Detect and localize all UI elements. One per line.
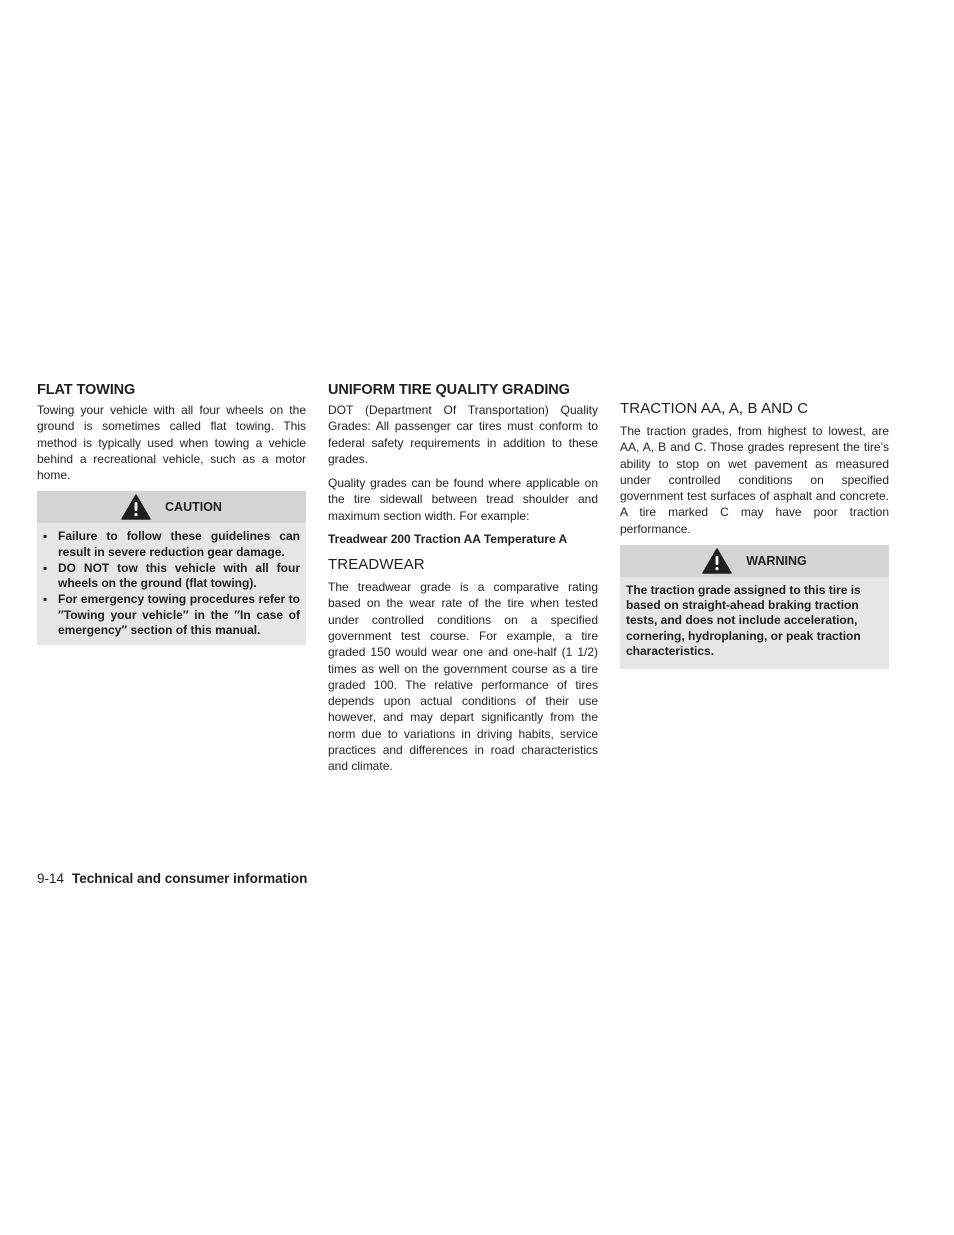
footer-title: Technical and consumer information <box>72 871 308 886</box>
grading-paragraph-1: DOT (Department Of Transportation) Quality Grades: All passenger car tires must conform to federal safety requirements in addition to these grades. <box>328 403 598 466</box>
flat-towing-paragraph: Towing your vehicle with all four wheels on the ground is sometimes called flat towing. This method is typically used when towing a vehicle behind a recreational vehicle, such as a motor home. <box>37 403 306 483</box>
page-footer <box>37 871 307 886</box>
grading-example: Treadwear 200 Traction AA Temperature A <box>328 532 568 547</box>
caution-item-text: For emergency towing procedures refer to ″Towing your vehicle″ in the ″In case of emergency″ section of this manual. <box>58 592 300 637</box>
column-traction <box>620 400 889 669</box>
bullet-icon: ▪ <box>43 592 48 607</box>
caution-item <box>43 561 300 591</box>
column-tire-grading <box>328 382 598 775</box>
caution-list <box>43 529 300 637</box>
warning-box <box>620 545 889 669</box>
warning-body <box>620 577 889 669</box>
page-number: 9-14 <box>37 871 65 886</box>
warning-triangle-icon <box>702 548 732 574</box>
caution-body <box>37 523 306 644</box>
caution-item <box>43 529 300 559</box>
traction-paragraph: The traction grades, from highest to lowest, are AA, A, B and C. Those grades represent the tire’s ability to stop on wet pavement as measured under controlled conditions on specified government test surfaces of asphalt and concrete. A tire marked C may have poor traction performance. <box>620 424 889 536</box>
bullet-icon: ▪ <box>43 560 48 575</box>
caution-item-text: Failure to follow these guidelines can result in severe reduction gear damage. <box>58 529 300 559</box>
section-heading-tire-grading: UNIFORM TIRE QUALITY GRADING <box>328 382 570 398</box>
subheading-treadwear: TREADWEAR <box>328 556 425 574</box>
caution-label: CAUTION <box>165 500 222 515</box>
warning-text: The traction grade assigned to this tire is based on straight-ahead braking traction tests, and does not include acceleration, cornering, hydroplaning, or peak traction characteristics. <box>626 583 861 658</box>
caution-header <box>37 491 306 523</box>
subheading-traction: TRACTION AA, A, B AND C <box>620 400 809 417</box>
warning-header <box>620 545 889 577</box>
warning-triangle-icon <box>121 494 151 520</box>
caution-box <box>37 491 306 644</box>
treadwear-paragraph: The treadwear grade is a comparative rating based on the wear rate of the tire when tested under controlled conditions on a specified government test course. For example, a tire graded 150 would wear one and one-half (1 1/2) times as well on the government course as a tire graded 100. The relative performance of tires depends upon actual conditions of their use however, and may depart significantly from the norm due to variations in driving habits, service practices and differences in road characteristics and climate. <box>328 580 598 774</box>
column-flat-towing <box>37 382 306 645</box>
caution-item <box>43 592 300 638</box>
caution-item-text: DO NOT tow this vehicle with all four wheels on the ground (flat towing). <box>58 560 300 591</box>
bullet-icon: ▪ <box>43 529 48 544</box>
section-heading-flat-towing: FLAT TOWING <box>37 382 136 398</box>
warning-label: WARNING <box>746 554 807 569</box>
grading-paragraph-2: Quality grades can be found where applicable on the tire sidewall between tread shoulder and maximum section width. For example: <box>328 476 598 523</box>
